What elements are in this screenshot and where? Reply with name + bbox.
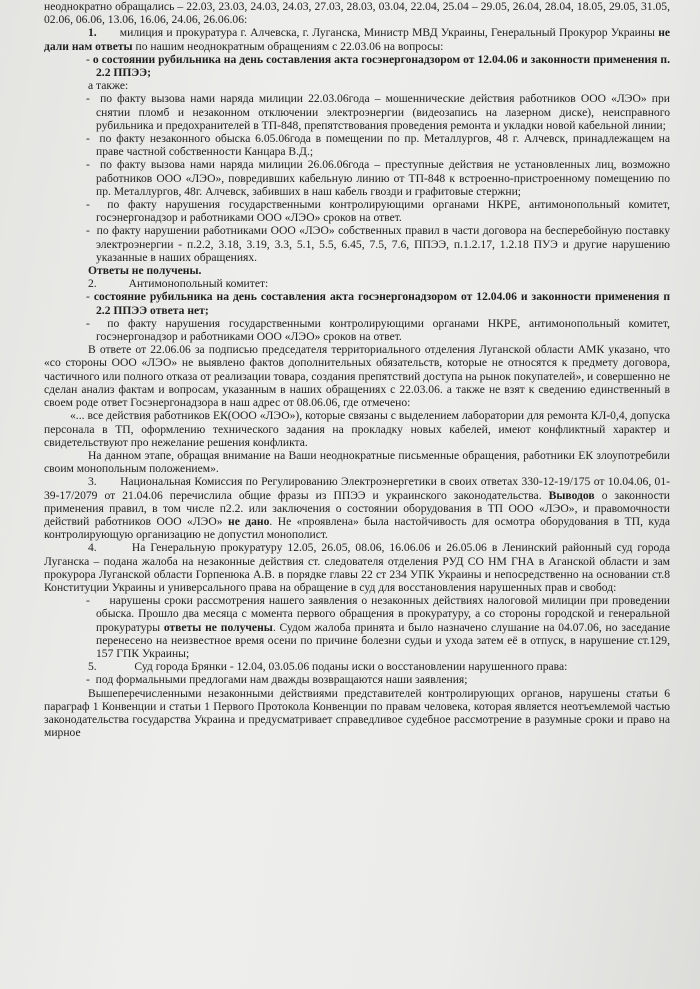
section-1-tail: по нашим неоднократным обращениям с 22.03.06 на вопросы: xyxy=(135,39,444,53)
section-1-item-3: - по факту вызова нами наряда милиции 26.06.06года – преступные действия не установленных лиц, возможно работников ООО «ЛЭО», повредивших кабельную линию от ТП-848 к встроенно-пристроенному помещению по пр. Металлургов, 48г. Алчевск, забивших в наш кабель гвозди и графитовые стержни; xyxy=(86,158,670,198)
section-5-number: 5. xyxy=(88,660,97,674)
section-1-question: - о состоянии рубильника на день составления акта госэнергонадзором от 12.04.06 и законности применения п. 2.2 ППЭЭ; xyxy=(86,52,670,80)
section-1-bold: не дали нам ответы xyxy=(44,26,671,53)
intro-paragraph: неоднократно обращались – 22.03, 23.03, 24.03, 24.03, 27.03, 28.03, 03.04, 22.04, 25.04 – 29.05, 26.04, 28.04, 18.05, 29.05, 31.05, 02.06, 06.06, 13.06, 16.06, 24.06, 26.06.06: xyxy=(44,0,670,27)
section-2-question: - состояние рубильника на день составления акта госэнергонадзором от 12.04.06 и законности применения п 2.2 ППЭЭ ответа нет; xyxy=(86,290,670,317)
section-2-quote: «... все действия работников ЕК(ООО «ЛЭО»), которые связаны с выделением лаборатории для ремонта КЛ-0,4, допуска персонала в ТП, оформлению технического задания на прокладку новых кабелей, имеют конфликтный характер и свидетельствуют про нежелание решения конфликта. xyxy=(44,409,670,449)
section-1-item-2: - по факту незаконного обыска 6.05.06года в помещении по пр. Металлургов, 48 г. Алчевск, принадлежащем на праве частной собственности Канцара В.Д.; xyxy=(86,132,670,159)
section-2-paragraph-2: На данном этапе, обращая внимание на Ваши неоднократные письменные обращения, работники ЕК злоупотребили своим монопольным положением». xyxy=(44,448,670,476)
section-5-item: - под формальными предлогами нам дважды возвращаются наши заявления; xyxy=(86,673,468,687)
document-body xyxy=(44,0,670,739)
section-1-lead: милиция и прокуратура г. Алчевска, г. Луганска, Министр МВД Украины, Генеральный Прокурор Украины xyxy=(119,26,655,40)
section-2-item: - по факту нарушения государственными контролирующими органами НКРЕ, антимонопольный комитет, госэнергонадзор и работниками ООО «ЛЭО» сроков на ответ. xyxy=(86,316,670,344)
section-4-number: 4. xyxy=(88,541,97,555)
section-1-no-answers: Ответы не получены. xyxy=(88,264,202,278)
section-4-item: - нарушены сроки рассмотрения нашего заявления о незаконных действиях налоговой милиции при проведении обыска. Прошло два месяца с момента первого обращения в прокуратуру, а со стороны городской и генеральной прокуратуры ответы не получены. Судом жалоба принята и было назначено слушание на 04.07.06, но заседание перенесено на неизвестное время осени по причине болезни судьи и ухода затем её в отпуск, в нарушение ст.129, 157 ГПК Украины; xyxy=(86,594,670,660)
section-5-paragraph: 5. Суд города Брянки - 12.04, 03.05.06 поданы иски о восстановлении нарушенного права: xyxy=(88,660,568,674)
section-1-item-5: - по факту нарушении работниками ООО «ЛЭО» собственных правил в части договора на бесперебойную поставку электроэнергии - п.2.2, 3.18, 3.19, 3.3, 5.1, 5.5, 6.45, 7.5, 7.6, ППЭЭ, п.1.2.17, 1.2.18 ПУЭ и другие нарушению указанные в наших обращениях. xyxy=(86,224,670,264)
section-2-title: Антимонопольный комитет: xyxy=(128,277,269,291)
section-2-paragraph-1: В ответе от 22.06.06 за подписью председателя территориального отделения Луганской области АМК указано, что «со стороны ООО «ЛЭО» не выявлено фактов дополнительных обязательств, которые не относятся к предмету договора, частичного или полного отказа от реализации товара, создания препятствий доступа на рынок покупателей», и совершенно не сделан анализ фактам и вопросам, указанным в наших обращениях с 22.03.06. а также не взят к сведению единственный в своем роде ответ Госэнергонадзора в наш адрес от 08.06.06, где отмечено: xyxy=(44,343,670,410)
section-1-also: а также: xyxy=(88,79,129,93)
section-1-heading xyxy=(44,26,670,52)
section-2-number: 2. xyxy=(88,277,97,291)
section-3-paragraph: 3. Национальная Комиссия по Регулированию Электроэнергетики в своих ответах 330-12-19/175 от 10.04.06, 01-39-17/2079 от 21.04.06 перечислила общие фразы из ППЭЭ и украинского законодательства. Выводов о законности применения правил, в том числе п2.2. или заключения о состоянии оборудования в ТП ООО «ЛЭО», и правомочности действий работников ООО «ЛЭО» не дано. Не «проявлена» была настойчивость для осмотра оборудования в ТП, куда контролирующую организацию не допустил монополист. xyxy=(44,475,671,542)
section-4-paragraph: 4. На Генеральную прокуратуру 12.05, 26.05, 08.06, 16.06.06 и 26.05.06 в Ленинский районный суд города Луганска – подана жалоба на незаконные действия ст. следователя отделения РУД СО НМ ГНА в Аганской области и зам прокурора Луганской области Горпенюка А.В. в порядке главы 22 ст 234 УПК Украины и непосредственно на основании ст.8 Конституции Украины и универсального права на обращение в суд для восстановления нарушенных прав и свобод: xyxy=(44,541,670,594)
section-1-item-4: - по факту нарушения государственными контролирующими органами НКРЕ, антимонопольный комитет, госэнергонадзор и работниками ООО «ЛЭО» сроков на ответ. xyxy=(86,198,670,225)
section-1-item-1: - по факту вызова нами наряда милиции 22.03.06года – мошеннические действия работников ООО «ЛЭО» при снятии пломб и незаконном отключении электроэнергии (видеозапись на лазерном диске), неисправного рубильника и предохранителей в ТП-848, препятствования проведения ремонта и укладки новой кабельной линии; xyxy=(86,92,670,132)
section-2-heading xyxy=(44,277,670,290)
closing-paragraph: Вышеперечисленными незаконными действиями представителей контролирующих органов, нарушены статьи 6 параграф 1 Конвенции и статьи 1 Первого Протокола Конвенции по правам человека, которая является неотъемлемой частью законодательства государства Украина и предусматривает справедливое судебное рассмотрение в разумные сроки и право на мирное xyxy=(44,686,670,740)
section-1-number: 1. xyxy=(88,26,97,40)
section-3-number: 3. xyxy=(88,475,97,489)
